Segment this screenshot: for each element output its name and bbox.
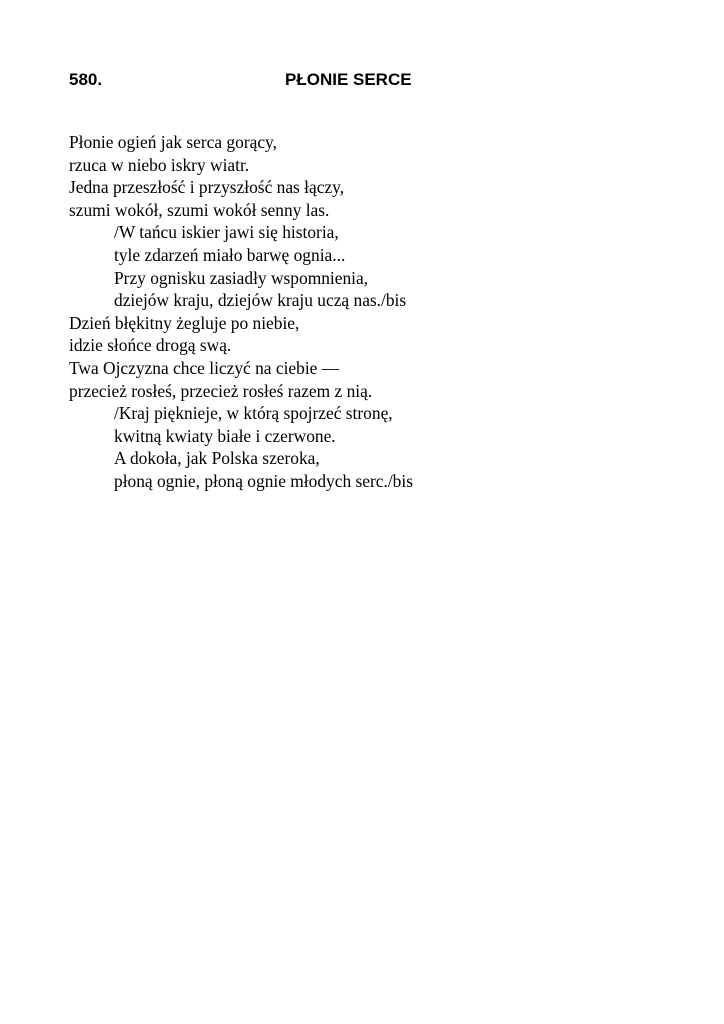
refrain-line: płoną ognie, płoną ognie młodych serc./bis — [114, 470, 413, 491]
lyric-line: Jedna przeszłość i przyszłość nas łączy, — [69, 177, 345, 198]
lyric-line: rzuca w niebo iskry wiatr. — [69, 154, 250, 175]
lyric-line: Dzień błękitny żegluje po niebie, — [69, 312, 300, 333]
refrain-line: dziejów kraju, dziejów kraju uczą nas./bis — [114, 290, 407, 311]
refrain-line: tyle zdarzeń miało barwę ognia... — [114, 244, 346, 265]
refrain-line: kwitną kwiaty białe i czerwone. — [114, 425, 336, 446]
refrain-line: Przy ognisku zasiadły wspomnienia, — [114, 267, 369, 288]
lyric-line: idzie słońce drogą swą. — [69, 335, 232, 356]
song-header — [69, 70, 669, 94]
song-number: 580. — [69, 70, 103, 89]
lyric-line: szumi wokół, szumi wokół senny las. — [69, 199, 330, 220]
refrain-line: A dokoła, jak Polska szeroka, — [114, 448, 320, 469]
lyrics — [69, 131, 689, 493]
lyric-line: przecież rosłeś, przecież rosłeś razem z nią. — [69, 380, 373, 401]
refrain-line: /Kraj piękniejе, w którą spojrzeć stronę, — [114, 403, 393, 424]
lyric-line: Twa Ojczyzna chce liczyć na ciebie — — [69, 357, 340, 378]
song-title: PŁONIE SERCE — [285, 70, 412, 89]
refrain-line: /W tańcu iskier jawi się historia, — [114, 222, 339, 243]
lyric-line: Płonie ogień jak serca gorący, — [69, 132, 277, 152]
